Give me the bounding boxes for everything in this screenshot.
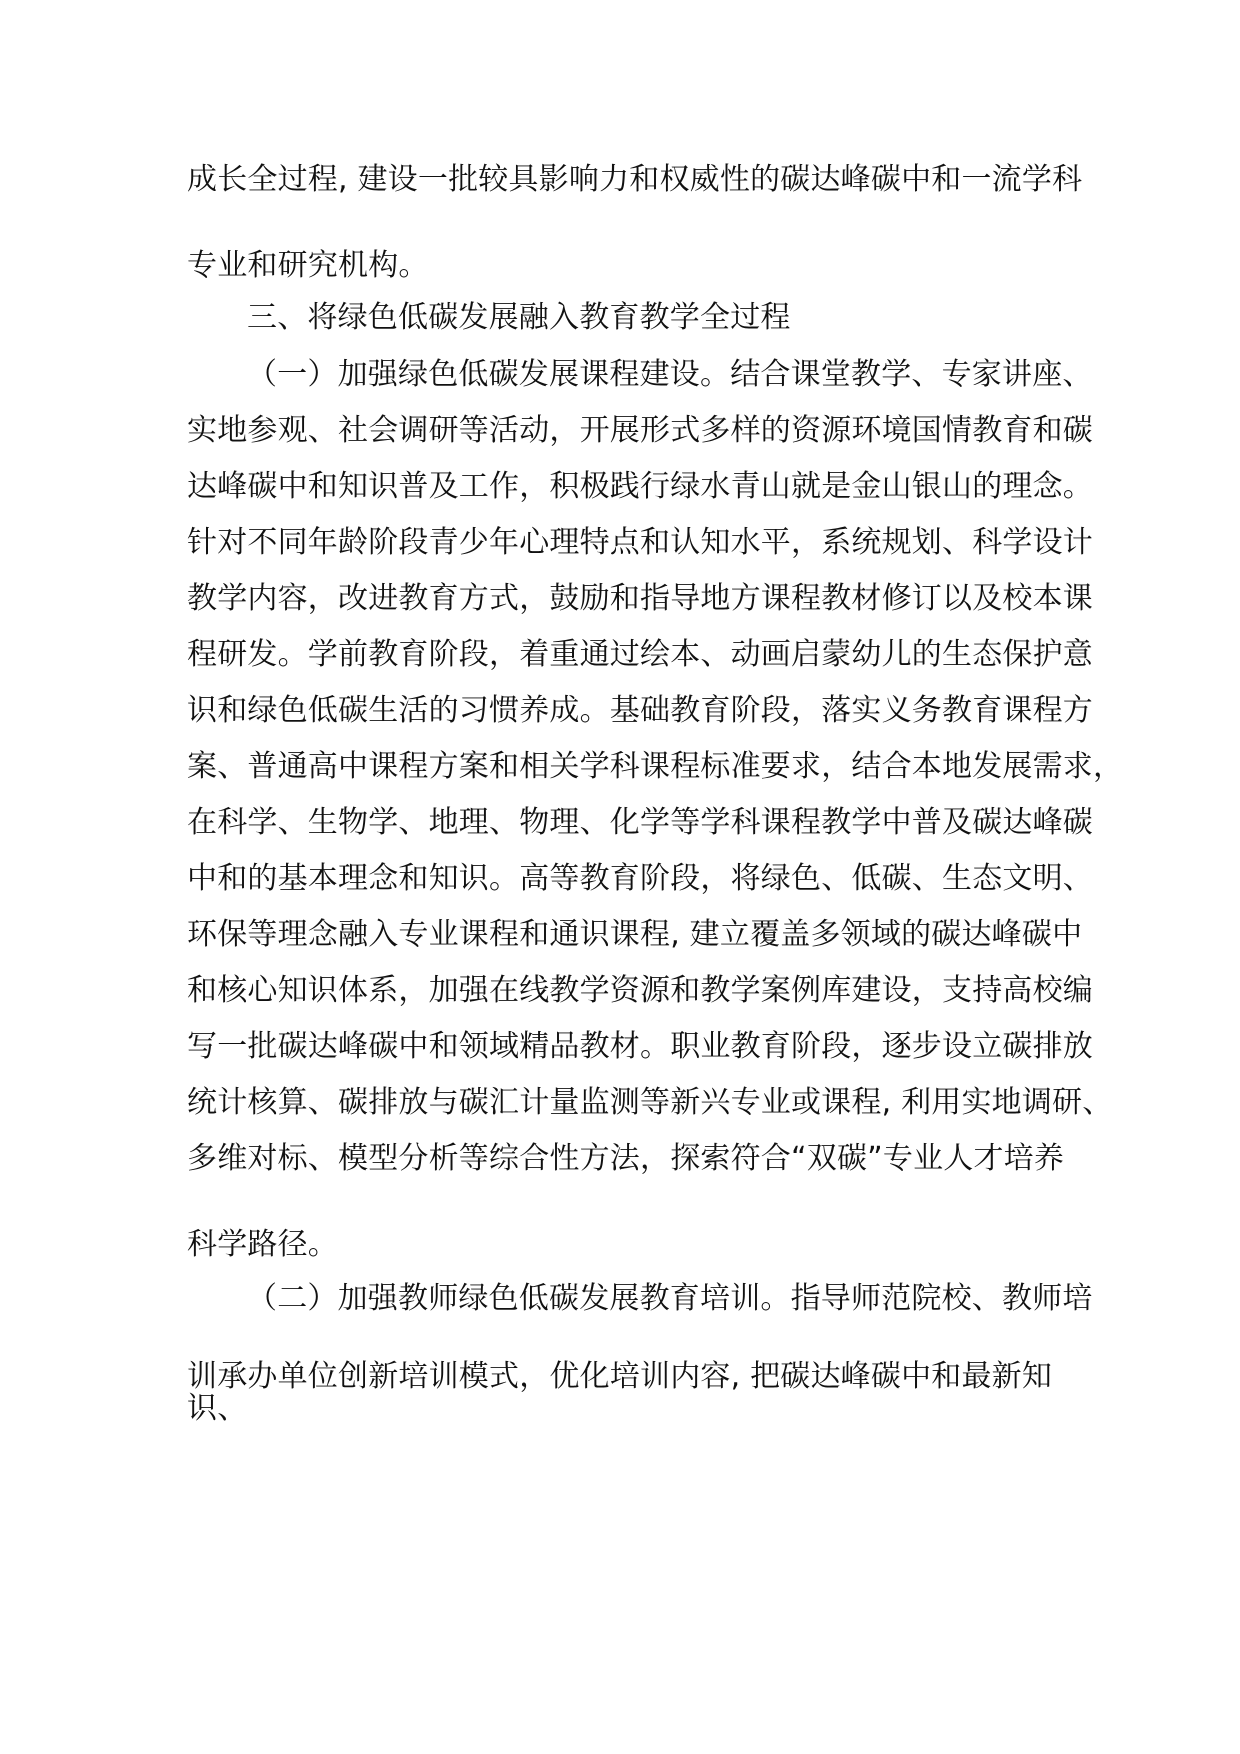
paragraph-line: 训承办单位创新培训模式，优化培训内容, 把碳达峰碳中和最新知 bbox=[187, 1359, 1053, 1394]
paragraph-line: 识和绿色低碳生活的习惯养成。基础教育阶段，落实义务教育课程方 bbox=[187, 693, 1093, 728]
subsection-heading-line: （一）加强绿色低碳发展课程建设。结合课堂教学、专家讲座、 bbox=[247, 357, 1093, 392]
paragraph-line: 达峰碳中和知识普及工作，积极践行绿水青山就是金山银山的理念。 bbox=[187, 469, 1093, 504]
paragraph-line: 识、 bbox=[187, 1391, 248, 1426]
paragraph-line: 在科学、生物学、地理、物理、化学等学科课程教学中普及碳达峰碳 bbox=[187, 805, 1093, 840]
paragraph-line: 科学路径。 bbox=[187, 1227, 338, 1262]
section-heading: 三、将绿色低碳发展融入教育教学全过程 bbox=[247, 300, 791, 335]
paragraph-line: 写一批碳达峰碳中和领域精品教材。职业教育阶段，逐步设立碳排放 bbox=[187, 1029, 1093, 1064]
paragraph-line: 中和的基本理念和知识。高等教育阶段，将绿色、低碳、生态文明、 bbox=[187, 861, 1093, 896]
paragraph-line: 实地参观、社会调研等活动，开展形式多样的资源环境国情教育和碳 bbox=[187, 413, 1093, 448]
paragraph-line: 案、普通高中课程方案和相关学科课程标准要求，结合本地发展需求， bbox=[187, 749, 1124, 784]
paragraph-line: 环保等理念融入专业课程和通识课程, 建立覆盖多领域的碳达峰碳中 bbox=[187, 917, 1083, 952]
subsection-heading-line: （二）加强教师绿色低碳发展教育培训。指导师范院校、教师培 bbox=[247, 1281, 1093, 1316]
paragraph-line-continued: 成长全过程, 建设一批较具影响力和权威性的碳达峰碳中和一流学科 bbox=[187, 162, 1083, 197]
paragraph-line-continued: 专业和研究机构。 bbox=[187, 248, 429, 283]
paragraph-line: 多维对标、模型分析等综合性方法，探索符合“双碳”专业人才培养 bbox=[187, 1141, 1065, 1176]
paragraph-line: 教学内容，改进教育方式，鼓励和指导地方课程教材修订以及校本课 bbox=[187, 581, 1093, 616]
paragraph-line: 和核心知识体系，加强在线教学资源和教学案例库建设，支持高校编 bbox=[187, 973, 1093, 1008]
paragraph-line: 针对不同年龄阶段青少年心理特点和认知水平，系统规划、科学设计 bbox=[187, 525, 1093, 560]
paragraph-line: 程研发。学前教育阶段，着重通过绘本、动画启蒙幼儿的生态保护意 bbox=[187, 637, 1093, 672]
paragraph-line: 统计核算、碳排放与碳汇计量监测等新兴专业或课程, 利用实地调研、 bbox=[187, 1085, 1113, 1120]
